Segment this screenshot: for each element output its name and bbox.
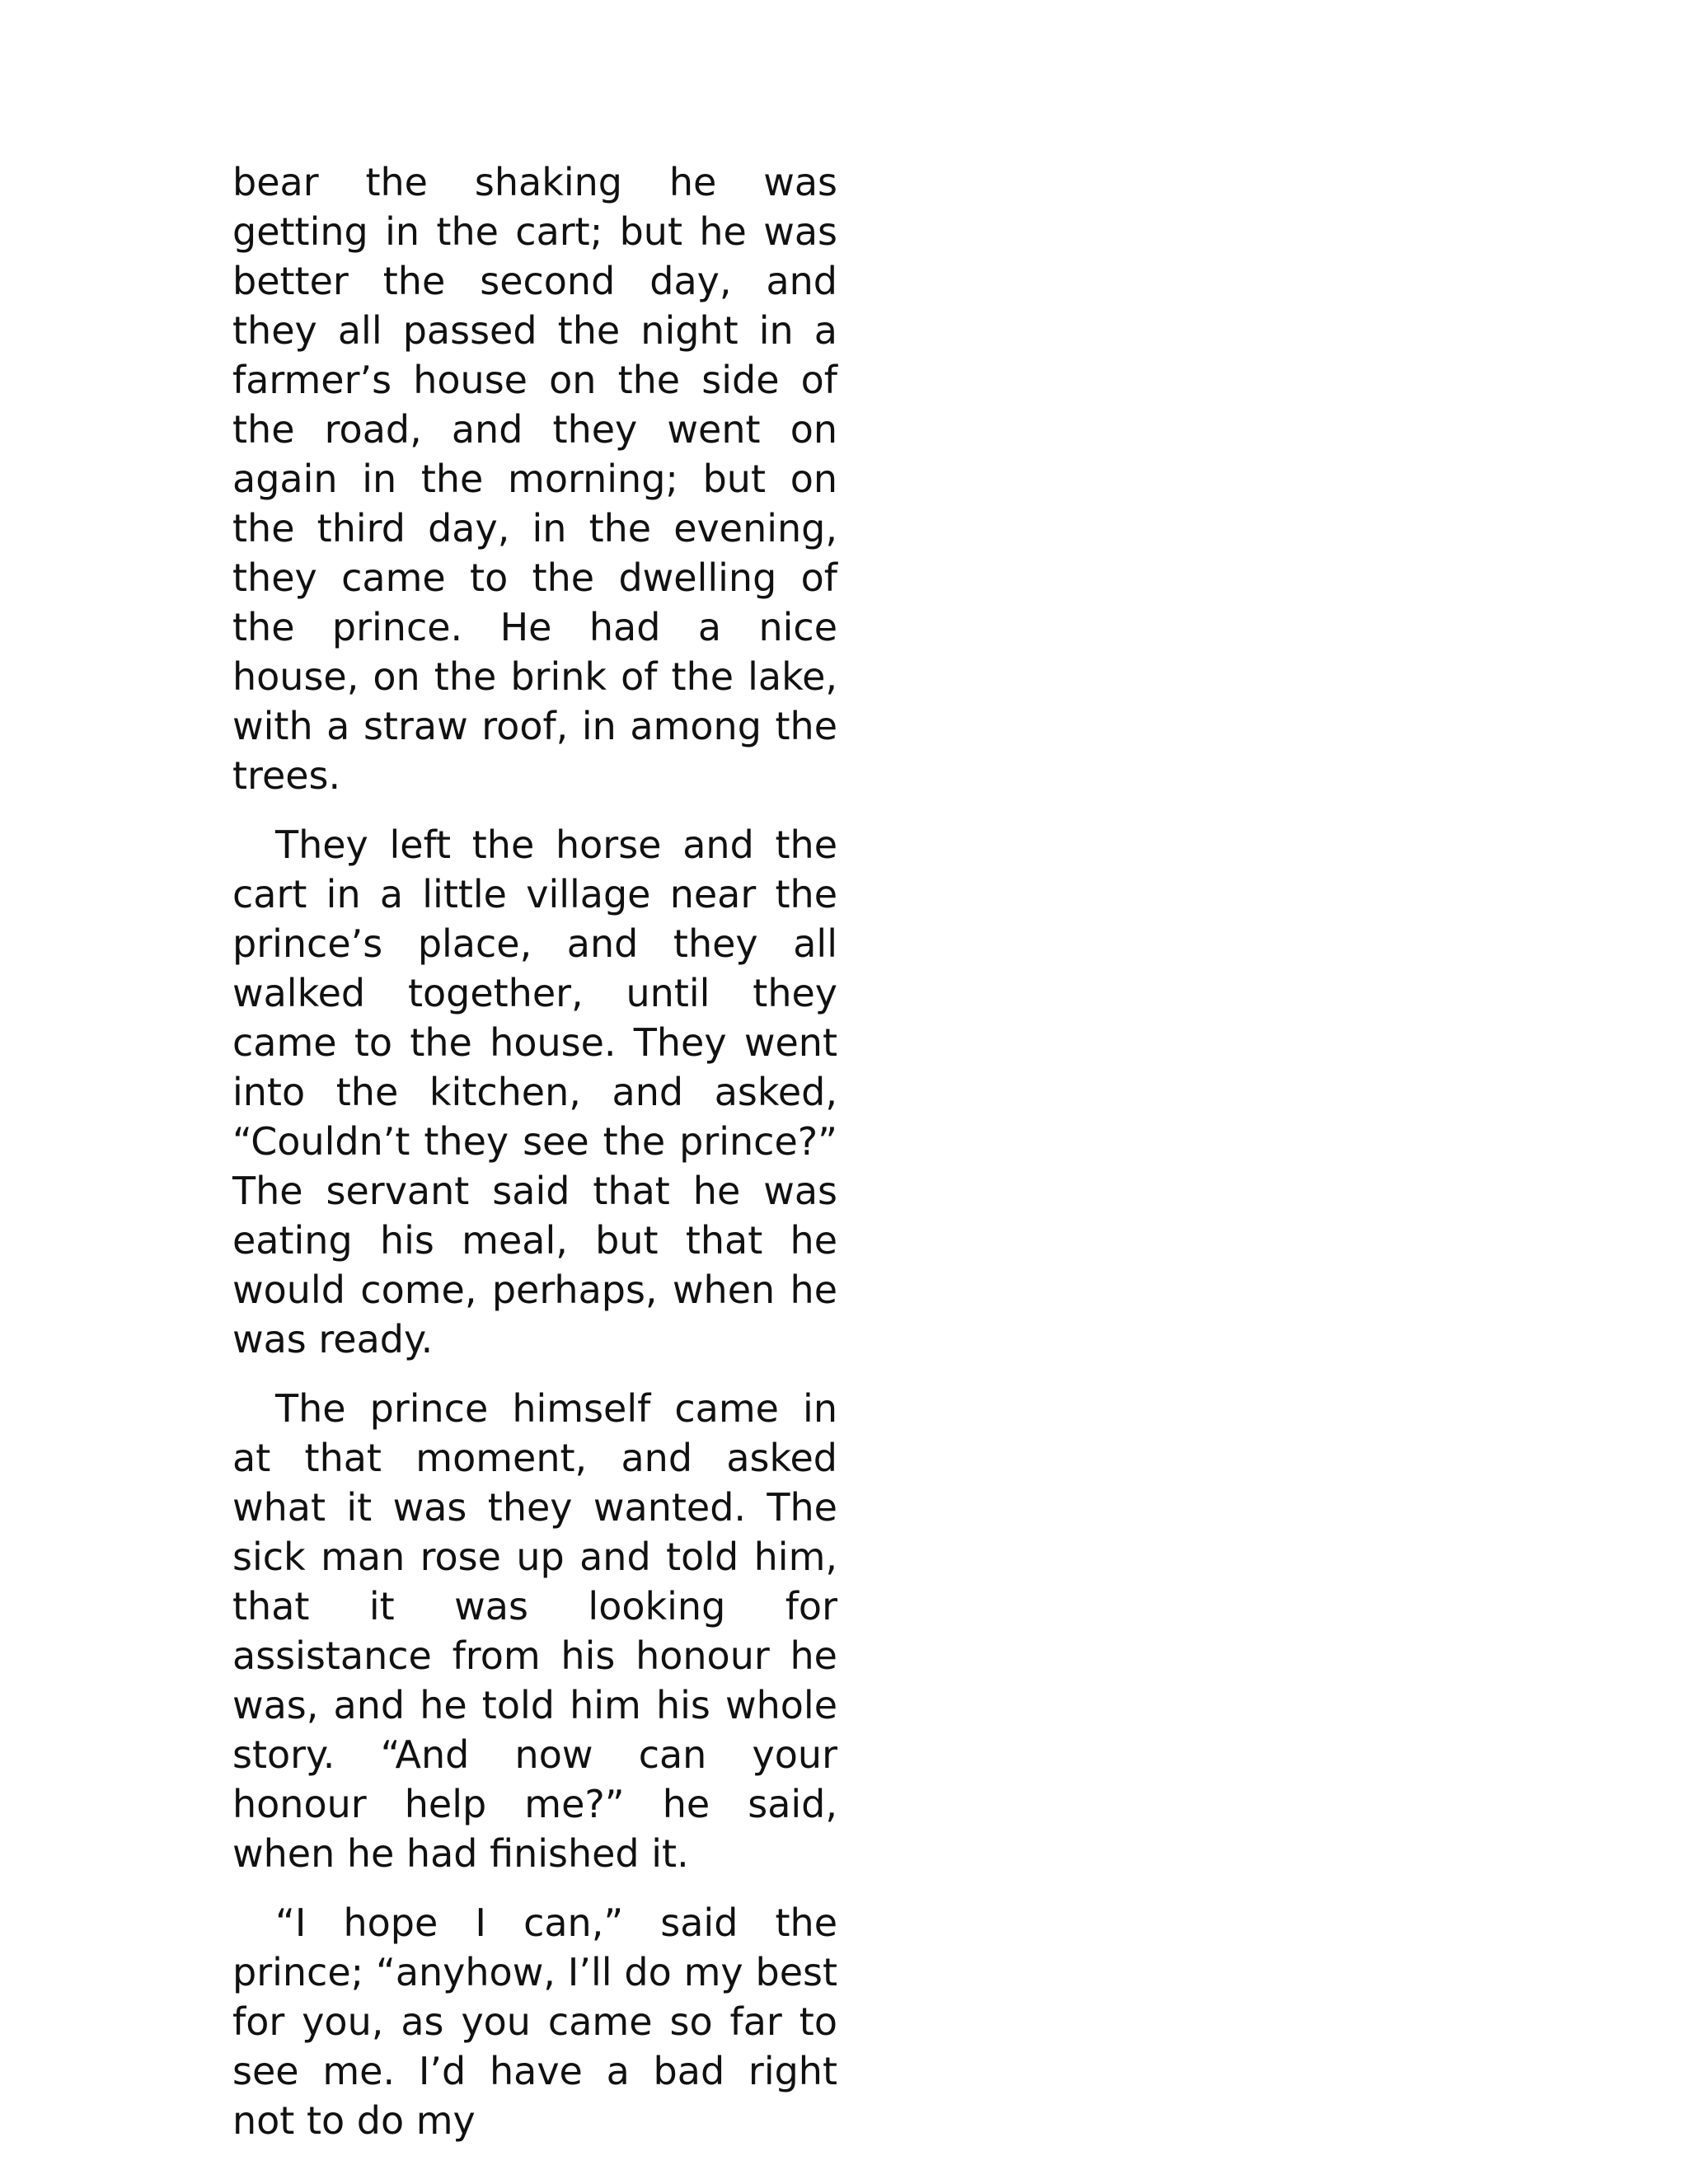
paragraph-1: bear the shaking he was getting in the cart; but he was better the second day, and they all passed the night in a farmer’s house on the side of the road, and they went on again in the morning; but on the third day, in the evening, they came to the dwelling of the prince. He had a nice house, on the brink of the lake, with a straw roof, in among the trees. <box>232 160 837 798</box>
text-viewport <box>232 160 837 2143</box>
paragraph-4: “I hope I can,” said the prince; “anyhow, I’ll do my best for you, as you came so far to see me. I’d have a bad right not to do my <box>232 1900 837 2143</box>
text-column <box>232 157 837 2165</box>
paragraph-2: They left the horse and the cart in a little village near the prince’s place, and they all walked together, until they came to the house. They went into the kitchen, and asked, “Couldn’t they see the prince?” The servant said that he was eating his meal, but that he would come, perhaps, when he was ready. <box>232 823 837 1361</box>
paragraph-3: The prince himself came in at that moment, and asked what it was they wanted. The sick man rose up and told him, that it was looking for assistance from his honour he was, and he told him his whole story. “And now can your honour help me?” he said, when he had finished it. <box>232 1386 837 1876</box>
